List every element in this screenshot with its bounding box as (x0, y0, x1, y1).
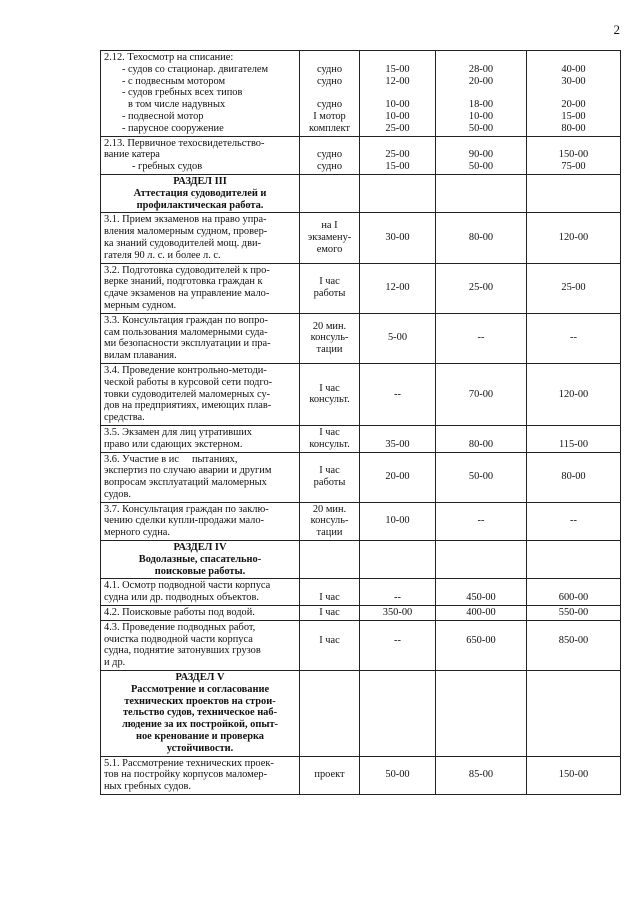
price-value: 150-00 (558, 149, 589, 161)
row-line: 3.7. Консультация граждан по заклю- (104, 503, 269, 515)
price-cell: 50-00 (360, 756, 436, 794)
row-line: - судов гребных всех типов (122, 87, 243, 99)
row-line: - парусное сооружение (122, 122, 224, 134)
price-value: 30-00 (561, 75, 586, 87)
row-line: верке знаний, подготовка граждан к (104, 276, 263, 288)
row-line: 2.12. Техосмотр на списание: (104, 52, 234, 63)
section-title (101, 671, 300, 757)
row-line: 3.2. Подготовка судоводителей к про- (104, 264, 270, 276)
unit-value: судно (316, 149, 343, 161)
unit-value: работы (313, 477, 346, 489)
unit-value: емого (316, 243, 343, 255)
row-line: мерного судна. (104, 527, 171, 539)
price-cell: 80-00 (436, 425, 527, 452)
table-row (101, 363, 621, 425)
unit-cell (300, 213, 360, 263)
price-cell: 80-00 (527, 452, 621, 502)
price-cell: 30-00 (360, 213, 436, 263)
price-cell (436, 51, 527, 137)
price-cell (436, 136, 527, 174)
table-row (101, 425, 621, 452)
section-title (101, 541, 300, 579)
row-line: 3.3. Консультация граждан по вопро- (104, 314, 268, 326)
price-value: 10-00 (468, 110, 494, 122)
unit-value: консульт. (309, 438, 350, 450)
unit-value: судно (316, 75, 343, 87)
price-value: 18-00 (468, 99, 494, 111)
unit-value: тации (316, 344, 343, 356)
row-line: 4.1. Осмотр подводной части корпуса (104, 580, 271, 592)
price-cell: 150-00 (527, 756, 621, 794)
row-line: ческой работы в курсовой сети подго- (104, 376, 273, 388)
table-row (101, 502, 621, 540)
price-value: 25-00 (385, 149, 410, 161)
table-row (101, 620, 621, 670)
price-cell (527, 136, 621, 174)
price-cell: 600-00 (527, 579, 621, 606)
unit-cell (300, 452, 360, 502)
row-line: 2.13. Первичное техосвидетельство- (104, 137, 265, 149)
price-cell: -- (360, 363, 436, 425)
price-value: 10-00 (385, 110, 410, 122)
unit-cell (300, 263, 360, 313)
service-cell (101, 579, 300, 606)
row-line: 4.3. Проведение подводных работ, (104, 621, 256, 633)
section-subtitle: Рассмотрение и согласование (130, 683, 270, 695)
table-row (101, 452, 621, 502)
unit-value: консуль- (310, 332, 349, 344)
unit-cell (300, 502, 360, 540)
unit-cell (300, 136, 360, 174)
unit-cell (300, 51, 360, 137)
section-subtitle: Аттестация судоводителей и (133, 187, 267, 199)
service-cell (101, 452, 300, 502)
row-line: - с подвесным мотором (122, 75, 226, 87)
service-cell (101, 756, 300, 794)
page-number: 2 (613, 22, 620, 37)
price-value: 15-00 (561, 110, 586, 122)
price-cell: 400-00 (436, 606, 527, 621)
unit-value: работы (313, 288, 346, 300)
price-cell: 10-00 (360, 502, 436, 540)
service-cell (101, 620, 300, 670)
price-value: 50-00 (468, 122, 494, 134)
section-number: РАЗДЕЛ IV (173, 542, 227, 554)
section-subtitle: технических проектов на строи- (124, 695, 276, 707)
unit-value: I час (319, 276, 340, 288)
service-cell (101, 502, 300, 540)
table-row (101, 51, 621, 137)
row-line: 3.1. Прием экзаменов на право упра- (104, 214, 267, 226)
row-line: ми безопасности эксплуатации и пра- (104, 338, 271, 350)
price-cell: 850-00 (527, 620, 621, 670)
unit-value: I час (319, 382, 340, 394)
row-line: - судов со стационар. двигателем (122, 63, 269, 75)
price-cell: 80-00 (436, 213, 527, 263)
unit-cell: I час (300, 579, 360, 606)
service-cell (101, 313, 300, 363)
price-cell: 85-00 (436, 756, 527, 794)
price-cell: -- (436, 502, 527, 540)
unit-value: I мотор (313, 110, 346, 122)
unit-cell: I час (300, 620, 360, 670)
price-cell: 115-00 (527, 425, 621, 452)
row-line: и др. (104, 657, 126, 669)
row-line: дов на предприятиях, имеющих плав- (104, 400, 272, 412)
section-number: РАЗДЕЛ III (173, 175, 227, 187)
row-line: очистка подводной части корпуса (104, 633, 253, 645)
row-line: экспертиз по случаю аварии и другим (104, 465, 272, 477)
section-number: РАЗДЕЛ V (175, 672, 225, 684)
row-line: вание катера (104, 149, 160, 161)
row-line: ных гребных судов. (104, 781, 192, 793)
table-row (101, 213, 621, 263)
row-line: гателя 90 л. с. и более л. с. (104, 249, 221, 261)
unit-value: 20 мин. (312, 503, 347, 515)
price-value: 20-00 (561, 99, 586, 111)
price-cell: -- (360, 620, 436, 670)
service-cell (101, 606, 300, 621)
price-cell: 35-00 (360, 425, 436, 452)
price-cell: 5-00 (360, 313, 436, 363)
table-row (101, 606, 621, 621)
price-value: 15-00 (385, 63, 410, 75)
unit-value: судно (316, 161, 343, 173)
unit-value: экзамену- (307, 232, 352, 244)
price-value: 28-00 (468, 63, 494, 75)
section-header-row (101, 174, 621, 212)
row-line: сдаче экзаменов на управление мало- (104, 288, 270, 300)
section-title (101, 174, 300, 212)
price-cell: -- (527, 313, 621, 363)
unit-cell (300, 363, 360, 425)
service-cell (101, 425, 300, 452)
row-line: 5.1. Рассмотрение технических проек- (104, 757, 274, 769)
unit-value: консульт. (309, 394, 350, 406)
price-cell: 12-00 (360, 263, 436, 313)
row-line: чению сделки купли-продажи мало- (104, 515, 265, 527)
row-line: ка знаний судоводителей мощ. дви- (104, 237, 262, 249)
price-cell: 120-00 (527, 213, 621, 263)
service-cell (101, 263, 300, 313)
row-line: - гребных судов (132, 161, 203, 173)
service-cell (101, 51, 300, 137)
price-value: 50-00 (468, 161, 494, 173)
unit-value: судно (316, 63, 343, 75)
price-value: 80-00 (561, 122, 586, 134)
section-subtitle: Водолазные, спасательно- (138, 553, 262, 565)
price-cell: -- (436, 313, 527, 363)
unit-cell (300, 425, 360, 452)
section-header-row (101, 671, 621, 757)
row-line: право или сдающих экстерном. (104, 438, 243, 450)
price-cell (360, 51, 436, 137)
unit-cell (300, 313, 360, 363)
service-cell (101, 136, 300, 174)
price-value: 40-00 (561, 63, 586, 75)
unit-value: I час (319, 465, 340, 477)
section-subtitle: тельство судов, техническое наб- (122, 707, 278, 719)
price-cell: -- (527, 502, 621, 540)
row-line: вопросам эксплуатаций маломерных (104, 477, 267, 489)
table-row (101, 579, 621, 606)
price-value: 75-00 (561, 161, 586, 173)
price-cell (527, 51, 621, 137)
unit-value: тации (316, 527, 343, 539)
row-line: вилам плавания. (104, 350, 177, 362)
tariff-table (100, 50, 621, 795)
row-line: 3.6. Участие в ис пытаниях, (104, 453, 238, 465)
price-value: 10-00 (385, 99, 410, 111)
table-row (101, 136, 621, 174)
row-line: товки судоводителей маломерных су- (104, 388, 271, 400)
unit-cell: проект (300, 756, 360, 794)
price-cell: 70-00 (436, 363, 527, 425)
price-cell: 450-00 (436, 579, 527, 606)
unit-value: на I (321, 220, 338, 232)
section-header-row (101, 541, 621, 579)
price-value: 90-00 (468, 149, 494, 161)
table-row (101, 263, 621, 313)
unit-value: судно (316, 99, 343, 111)
price-cell: 25-00 (436, 263, 527, 313)
row-line: судна, поднятие затонувших грузов (104, 645, 261, 657)
price-cell (360, 136, 436, 174)
section-subtitle: людение за их постройкой, опыт- (121, 719, 279, 731)
section-subtitle: ное кренование и проверка (136, 731, 264, 743)
section-subtitle: профилактическая работа. (136, 199, 264, 211)
table-row (101, 756, 621, 794)
service-cell (101, 213, 300, 263)
row-line: в том числе надувных (128, 99, 226, 111)
section-subtitle: поисковые работы. (154, 565, 246, 577)
row-line: 3.4. Проведение контрольно-методи- (104, 364, 267, 376)
price-cell: 50-00 (436, 452, 527, 502)
price-value: 20-00 (468, 75, 494, 87)
price-value: 15-00 (385, 161, 410, 173)
row-line: мерным судном. (104, 299, 177, 311)
row-line: вления маломерным судном, провер- (104, 226, 268, 238)
row-line: судов. (104, 488, 132, 500)
price-cell: 20-00 (360, 452, 436, 502)
unit-value: комплект (309, 122, 350, 134)
price-cell: 650-00 (436, 620, 527, 670)
price-cell: 550-00 (527, 606, 621, 621)
table-row (101, 313, 621, 363)
price-cell: 25-00 (527, 263, 621, 313)
row-line: судна или др. подводных объектов. (104, 592, 259, 604)
price-value: 12-00 (385, 75, 410, 87)
service-cell (101, 363, 300, 425)
price-cell: 350-00 (360, 606, 436, 621)
unit-value: 20 мин. (312, 320, 347, 332)
row-line: 4.2. Поисковые работы под водой. (104, 607, 255, 619)
row-line: тов на постройку корпусов маломер- (104, 769, 268, 781)
row-line: 3.5. Экзамен для лиц утративших (104, 426, 252, 438)
section-subtitle: устойчивости. (166, 742, 234, 754)
price-value: 25-00 (385, 122, 410, 134)
unit-value: консуль- (310, 515, 349, 527)
row-line: средства. (104, 412, 145, 424)
price-cell: -- (360, 579, 436, 606)
unit-value: I час (319, 426, 340, 438)
row-line: сам пользования маломерными суда- (104, 326, 268, 338)
unit-cell: I час (300, 606, 360, 621)
price-cell: 120-00 (527, 363, 621, 425)
row-line: - подвесной мотор (122, 110, 204, 122)
